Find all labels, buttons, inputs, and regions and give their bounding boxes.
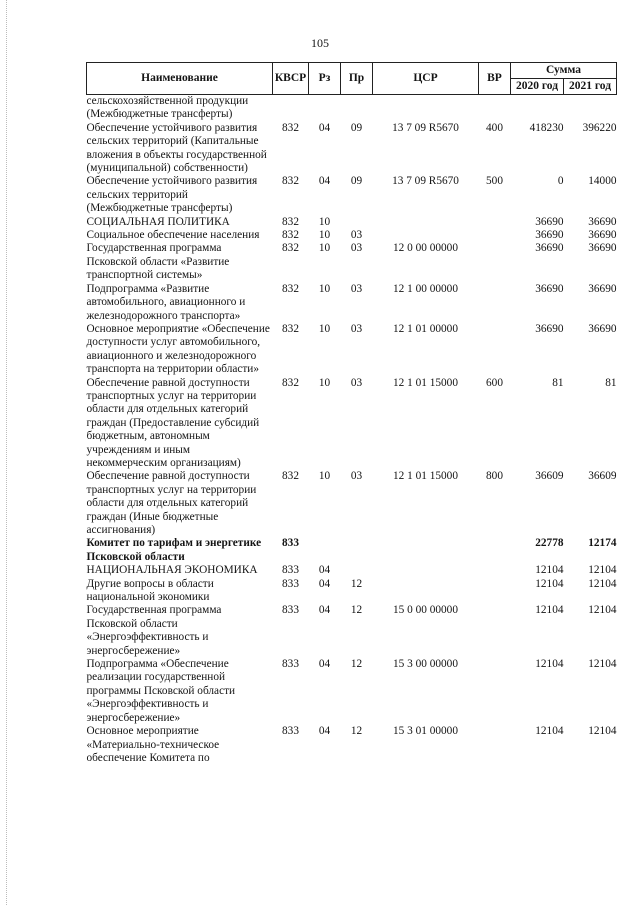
cell-sum-2020: 36609 xyxy=(535,470,564,483)
header-kvsr: КВСР xyxy=(273,63,309,95)
cell-sum-2020: 81 xyxy=(552,376,564,389)
cell-csr xyxy=(373,216,479,229)
cell-csr xyxy=(373,578,479,605)
cell-name: Другие вопросы в области национальной экономики xyxy=(86,577,214,604)
cell-vr xyxy=(479,537,511,564)
cell-kvsr: 832 xyxy=(282,175,299,188)
cell-sum-2021: 36690 xyxy=(588,282,617,295)
cell-csr: 12 0 00 00000 xyxy=(393,242,458,255)
cell-pr: 03 xyxy=(350,229,363,242)
table-row xyxy=(87,470,617,537)
table-row xyxy=(87,537,617,564)
cell-vr xyxy=(479,229,511,242)
table-row xyxy=(87,216,617,229)
cell-name: Обеспечение равной доступности транспортных услуг на территории области для отдельных категорий граждан (Иные бюджетные ассигнования) xyxy=(86,470,257,536)
cell-sum-2021: 12104 xyxy=(588,658,617,671)
header-2021: 2021 год xyxy=(564,79,617,95)
cell-rz: 04 xyxy=(318,658,331,671)
cell-kvsr: 832 xyxy=(282,470,299,483)
table-row xyxy=(87,658,617,725)
cell-name: Подпрограмма «Развитие автомобильного, авиационного и железнодорожного транспорта» xyxy=(86,282,246,322)
header-vr: ВР xyxy=(479,63,511,95)
scan-margin-line xyxy=(0,0,7,905)
cell-vr: 400 xyxy=(486,121,503,134)
cell-vr xyxy=(479,242,511,282)
cell-vr xyxy=(479,578,511,605)
cell-rz: 04 xyxy=(318,725,331,738)
cell-rz: 04 xyxy=(318,121,331,134)
table-row xyxy=(87,377,617,471)
cell-sum-2020: 36690 xyxy=(535,242,564,255)
cell-rz: 04 xyxy=(318,577,331,590)
cell-vr xyxy=(479,95,511,122)
cell-name: Комитет по тарифам и энергетике Псковской области xyxy=(86,537,262,563)
cell-kvsr: 833 xyxy=(282,725,299,738)
cell-csr xyxy=(373,537,479,564)
cell-csr: 12 1 01 15000 xyxy=(393,470,458,483)
cell-sum-2020: 12104 xyxy=(535,604,564,617)
cell-kvsr: 832 xyxy=(282,376,299,389)
cell-rz: 10 xyxy=(318,470,331,483)
cell-kvsr: 832 xyxy=(282,229,299,242)
cell-pr: 09 xyxy=(350,175,363,188)
cell-kvsr: 832 xyxy=(282,215,299,228)
cell-vr: 500 xyxy=(486,175,503,188)
table-row xyxy=(87,229,617,242)
cell-kvsr: 833 xyxy=(282,564,299,577)
cell-sum-2021 xyxy=(564,95,617,122)
cell-csr: 12 1 01 00000 xyxy=(393,322,458,335)
cell-pr: 12 xyxy=(350,604,363,617)
table-row xyxy=(87,564,617,577)
table-header xyxy=(87,63,617,95)
cell-kvsr: 833 xyxy=(282,577,299,590)
cell-pr xyxy=(341,216,373,229)
cell-sum-2021: 14000 xyxy=(588,175,617,188)
cell-rz xyxy=(309,95,341,122)
cell-sum-2020: 12104 xyxy=(535,564,564,577)
cell-vr xyxy=(479,216,511,229)
table-row xyxy=(87,323,617,377)
cell-vr xyxy=(479,564,511,577)
cell-pr: 03 xyxy=(350,282,363,295)
header-name: Наименование xyxy=(87,63,273,95)
cell-sum-2021: 36609 xyxy=(588,470,617,483)
cell-pr: 03 xyxy=(350,242,363,255)
table-row xyxy=(87,95,617,122)
cell-name: Обеспечение устойчивого развития сельских территорий (Межбюджетные трансферты) xyxy=(86,175,258,215)
cell-kvsr: 832 xyxy=(282,242,299,255)
cell-sum-2020: 12104 xyxy=(535,658,564,671)
header-sum: Сумма xyxy=(511,63,617,79)
cell-csr xyxy=(373,564,479,577)
cell-pr: 12 xyxy=(350,725,363,738)
cell-name: Социальное обеспечение населения xyxy=(86,229,260,242)
cell-pr: 12 xyxy=(350,577,363,590)
cell-vr xyxy=(479,283,511,323)
cell-vr: 600 xyxy=(486,376,503,389)
header-pr: Пр xyxy=(341,63,373,95)
cell-kvsr: 832 xyxy=(282,322,299,335)
cell-sum-2021: 36690 xyxy=(588,229,617,242)
cell-sum-2020: 418230 xyxy=(529,121,564,134)
cell-sum-2020: 22778 xyxy=(535,537,564,550)
cell-sum-2021: 12104 xyxy=(588,604,617,617)
cell-sum-2020: 36690 xyxy=(535,322,564,335)
table-row xyxy=(87,283,617,323)
cell-sum-2020: 36690 xyxy=(535,282,564,295)
cell-pr xyxy=(341,95,373,122)
table-row xyxy=(87,725,617,765)
cell-name: Государственная программа Псковской области «Энергоэффективность и энергосбережение» xyxy=(86,604,222,657)
cell-kvsr: 833 xyxy=(282,658,299,671)
cell-csr: 15 0 00 00000 xyxy=(393,604,458,617)
cell-sum-2021: 81 xyxy=(605,376,617,389)
cell-kvsr: 833 xyxy=(282,537,299,550)
cell-sum-2020 xyxy=(511,95,564,122)
cell-name: Обеспечение устойчивого развития сельских территорий (Капитальные вложения в объекты государственной (муниципальной) собственности) xyxy=(86,121,267,175)
cell-vr xyxy=(479,604,511,658)
cell-sum-2021: 12104 xyxy=(588,577,617,590)
cell-rz: 10 xyxy=(318,322,331,335)
cell-sum-2021: 12104 xyxy=(588,725,617,738)
cell-sum-2020: 12104 xyxy=(535,577,564,590)
cell-rz: 10 xyxy=(318,242,331,255)
cell-name: Подпрограмма «Обеспечение реализации государственной программы Псковской области «Энергоэффективность и энергосбережение» xyxy=(86,658,236,724)
cell-name: Основное мероприятие «Обеспечение доступности услуг автомобильного, авиационного и железнодорожного транспорта на территории области» xyxy=(86,322,270,376)
header-rz: Рз xyxy=(309,63,341,95)
cell-pr: 03 xyxy=(350,322,363,335)
cell-csr: 13 7 09 R5670 xyxy=(392,175,459,188)
cell-rz: 04 xyxy=(318,604,331,617)
table-row xyxy=(87,578,617,605)
cell-kvsr: 832 xyxy=(282,282,299,295)
table-row xyxy=(87,175,617,215)
cell-pr xyxy=(341,537,373,564)
cell-sum-2020: 12104 xyxy=(535,725,564,738)
cell-sum-2021: 396220 xyxy=(582,121,617,134)
budget-table xyxy=(86,62,617,765)
cell-csr: 13 7 09 R5670 xyxy=(392,121,459,134)
cell-pr: 03 xyxy=(350,376,363,389)
cell-kvsr: 833 xyxy=(282,604,299,617)
cell-sum-2020: 36690 xyxy=(535,229,564,242)
cell-rz xyxy=(309,537,341,564)
cell-name: Государственная программа Псковской области «Развитие транспортной системы» xyxy=(86,242,230,282)
cell-csr: 15 3 01 00000 xyxy=(393,725,458,738)
cell-name: СОЦИАЛЬНАЯ ПОЛИТИКА xyxy=(86,215,230,228)
table-body xyxy=(87,95,617,766)
cell-vr: 800 xyxy=(486,470,503,483)
cell-pr xyxy=(341,564,373,577)
cell-rz: 10 xyxy=(318,215,331,228)
cell-pr: 12 xyxy=(350,658,363,671)
cell-csr xyxy=(373,229,479,242)
cell-sum-2021: 12104 xyxy=(588,564,617,577)
cell-sum-2020: 36690 xyxy=(535,215,564,228)
cell-csr: 12 1 00 00000 xyxy=(393,282,458,295)
table-row xyxy=(87,604,617,658)
cell-vr xyxy=(479,725,511,765)
cell-vr xyxy=(479,323,511,377)
cell-kvsr xyxy=(273,95,309,122)
cell-sum-2021: 36690 xyxy=(588,242,617,255)
cell-rz: 04 xyxy=(318,564,331,577)
cell-sum-2021: 36690 xyxy=(588,322,617,335)
cell-rz: 10 xyxy=(318,376,331,389)
cell-sum-2021: 12174 xyxy=(588,537,617,550)
cell-csr xyxy=(373,95,479,122)
cell-sum-2021: 36690 xyxy=(588,215,617,228)
header-csr: ЦСР xyxy=(373,63,479,95)
cell-vr xyxy=(479,658,511,725)
cell-name: Обеспечение равной доступности транспортных услуг на территории области для отдельных категорий граждан (Предоставление субсидий бюджетным, автономным учреждениям и иным некоммерческим организациям) xyxy=(86,376,260,469)
cell-pr: 09 xyxy=(350,121,363,134)
cell-csr: 15 3 00 00000 xyxy=(393,658,458,671)
cell-sum-2020: 0 xyxy=(557,175,564,188)
cell-pr: 03 xyxy=(350,470,363,483)
cell-name: сельскохозяйственной продукции (Межбюджетные трансферты) xyxy=(86,95,249,121)
table-row xyxy=(87,242,617,282)
cell-rz: 10 xyxy=(318,282,331,295)
cell-csr: 12 1 01 15000 xyxy=(393,376,458,389)
cell-name: Основное мероприятие «Материально-техническое обеспечение Комитета по xyxy=(86,725,220,764)
cell-name: НАЦИОНАЛЬНАЯ ЭКОНОМИКА xyxy=(86,564,258,577)
cell-rz: 10 xyxy=(318,229,331,242)
table-row xyxy=(87,122,617,176)
header-2020: 2020 год xyxy=(511,79,564,95)
cell-kvsr: 832 xyxy=(282,121,299,134)
page-number: 105 xyxy=(311,36,329,50)
cell-rz: 04 xyxy=(318,175,331,188)
